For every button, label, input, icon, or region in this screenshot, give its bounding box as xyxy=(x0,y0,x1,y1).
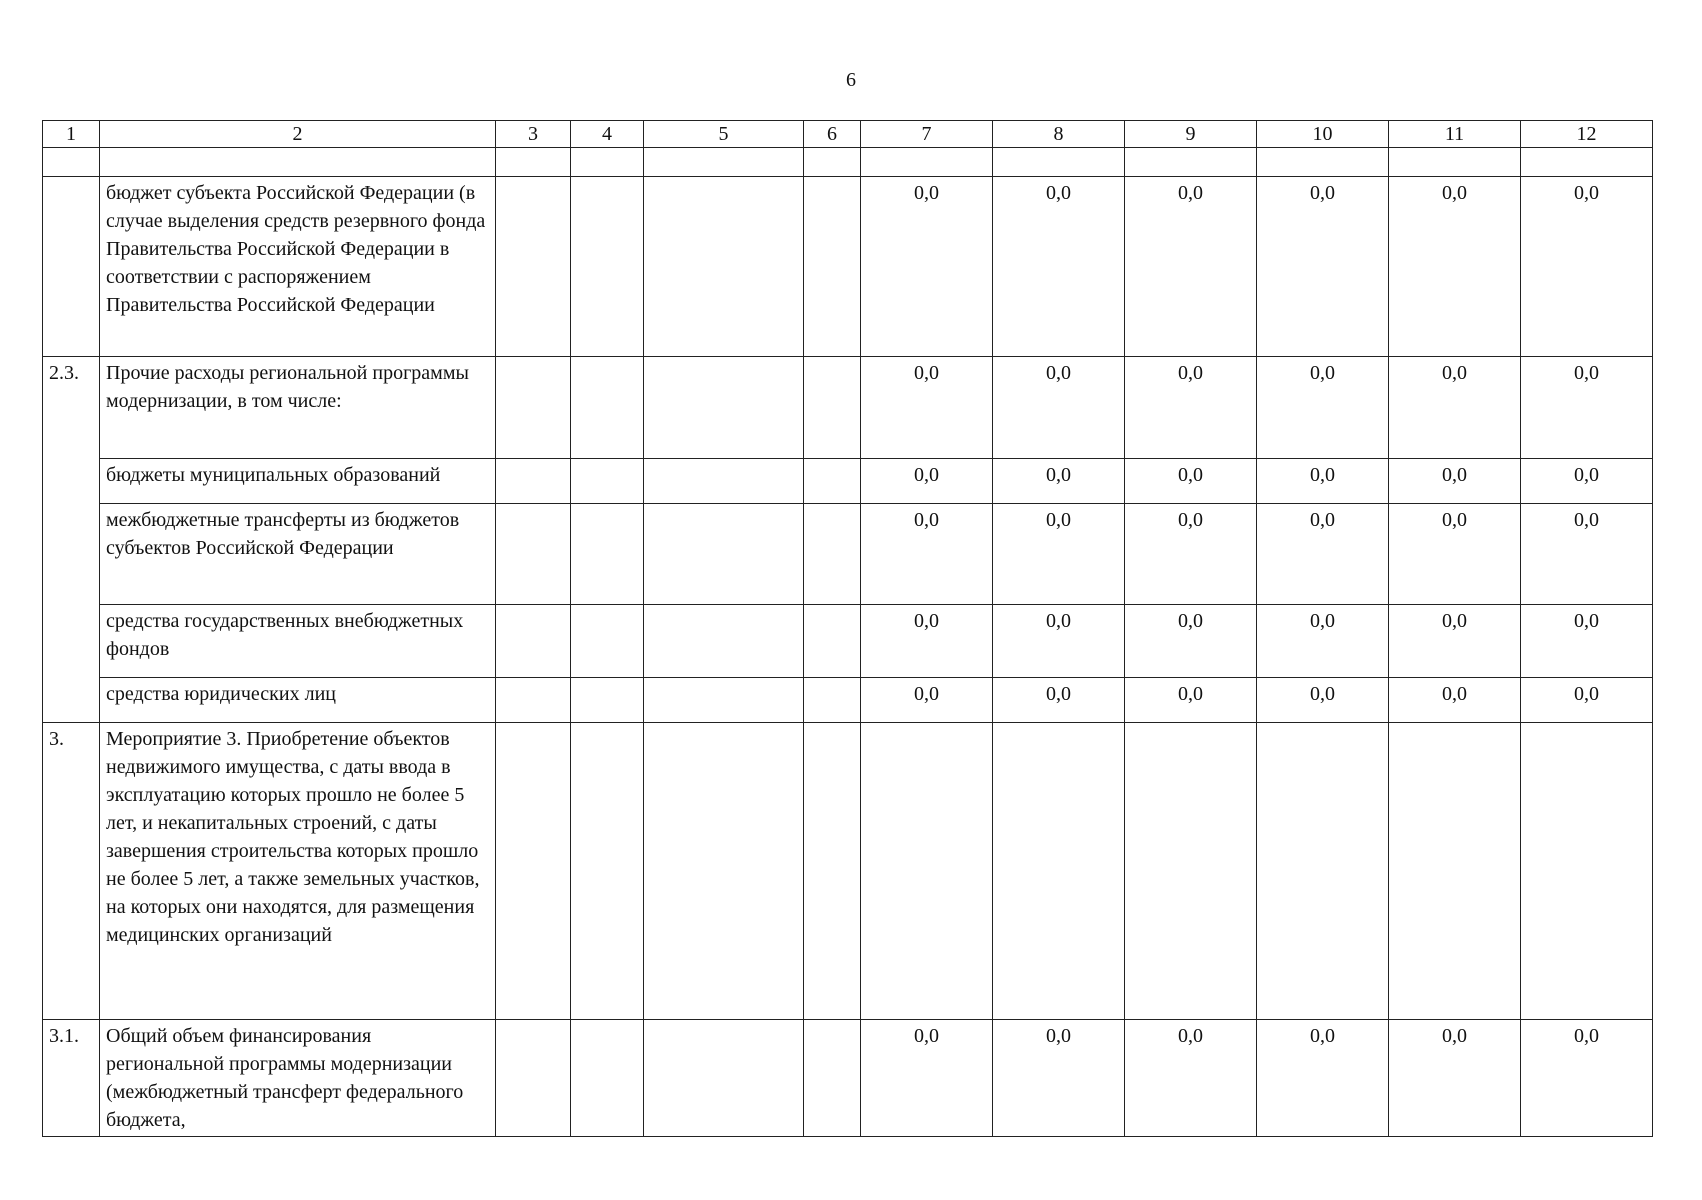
row-number: 3.1. xyxy=(43,1020,100,1137)
value-cell: 0,0 xyxy=(993,459,1125,504)
value-cell xyxy=(1521,723,1653,1020)
row-label: бюджеты муниципальных образований xyxy=(100,459,496,504)
value-cell: 0,0 xyxy=(993,357,1125,459)
table-row xyxy=(43,177,1653,357)
column-number: 10 xyxy=(1257,121,1389,148)
row-label: средства государственных внебюджетных фондов xyxy=(100,605,496,678)
value-cell: 0,0 xyxy=(1257,504,1389,605)
column-number: 9 xyxy=(1125,121,1257,148)
column-number: 11 xyxy=(1389,121,1521,148)
value-cell: 0,0 xyxy=(861,504,993,605)
table-row xyxy=(43,357,1653,459)
value-cell: 0,0 xyxy=(861,605,993,678)
value-cell: 0,0 xyxy=(1257,459,1389,504)
row-number: 3. xyxy=(43,723,100,1020)
value-cell: 0,0 xyxy=(1125,459,1257,504)
value-cell: 0,0 xyxy=(1125,678,1257,723)
table-row xyxy=(43,1020,1653,1137)
column-number: 6 xyxy=(804,121,861,148)
value-cell: 0,0 xyxy=(1521,678,1653,723)
value-cell: 0,0 xyxy=(1125,504,1257,605)
value-cell: 0,0 xyxy=(861,177,993,357)
value-cell: 0,0 xyxy=(861,459,993,504)
table-row xyxy=(43,723,1653,1020)
value-cell: 0,0 xyxy=(1521,1020,1653,1137)
value-cell: 0,0 xyxy=(1389,357,1521,459)
row-label: Мероприятие 3. Приобретение объектов недвижимого имущества, с даты ввода в эксплуатацию которых прошло не более 5 лет, и некапитальных строений, с даты завершения строительства которых прошло не более 5 лет, а также земельных участков, на которых они находятся, для размещения медицинских организаций xyxy=(100,723,496,1020)
table-row xyxy=(43,504,1653,605)
budget-table xyxy=(42,120,1653,1137)
column-number: 7 xyxy=(861,121,993,148)
value-cell: 0,0 xyxy=(993,678,1125,723)
column-number: 5 xyxy=(644,121,804,148)
value-cell: 0,0 xyxy=(861,357,993,459)
value-cell: 0,0 xyxy=(1125,177,1257,357)
value-cell xyxy=(993,723,1125,1020)
value-cell: 0,0 xyxy=(1125,357,1257,459)
value-cell: 0,0 xyxy=(1521,459,1653,504)
column-number: 12 xyxy=(1521,121,1653,148)
value-cell: 0,0 xyxy=(1257,605,1389,678)
value-cell: 0,0 xyxy=(1389,459,1521,504)
row-number xyxy=(43,177,100,357)
row-label: межбюджетные трансферты из бюджетов субъектов Российской Федерации xyxy=(100,504,496,605)
value-cell: 0,0 xyxy=(1257,678,1389,723)
value-cell: 0,0 xyxy=(1257,357,1389,459)
value-cell: 0,0 xyxy=(1125,605,1257,678)
spacer-row xyxy=(43,148,1653,177)
value-cell: 0,0 xyxy=(993,177,1125,357)
value-cell: 0,0 xyxy=(993,605,1125,678)
value-cell: 0,0 xyxy=(861,678,993,723)
value-cell: 0,0 xyxy=(1389,177,1521,357)
column-number: 1 xyxy=(43,121,100,148)
row-label: средства юридических лиц xyxy=(100,678,496,723)
value-cell: 0,0 xyxy=(1521,357,1653,459)
value-cell: 0,0 xyxy=(1389,605,1521,678)
column-number: 2 xyxy=(100,121,496,148)
value-cell: 0,0 xyxy=(1521,177,1653,357)
value-cell xyxy=(1257,723,1389,1020)
column-number: 3 xyxy=(496,121,571,148)
table-row xyxy=(43,459,1653,504)
value-cell xyxy=(861,723,993,1020)
value-cell: 0,0 xyxy=(993,1020,1125,1137)
column-number: 8 xyxy=(993,121,1125,148)
row-label: бюджет субъекта Российской Федерации (в случае выделения средств резервного фонда Правительства Российской Федерации в соответствии с распоряжением Правительства Российской Федерации xyxy=(100,177,496,357)
value-cell: 0,0 xyxy=(993,504,1125,605)
row-number: 2.3. xyxy=(43,357,100,723)
value-cell: 0,0 xyxy=(1257,1020,1389,1137)
value-cell: 0,0 xyxy=(1521,504,1653,605)
value-cell: 0,0 xyxy=(1389,504,1521,605)
column-number: 4 xyxy=(571,121,644,148)
value-cell: 0,0 xyxy=(1389,1020,1521,1137)
table-row xyxy=(43,605,1653,678)
value-cell: 0,0 xyxy=(1125,1020,1257,1137)
value-cell xyxy=(1389,723,1521,1020)
column-number-row xyxy=(43,121,1653,148)
table-row xyxy=(43,678,1653,723)
row-label: Прочие расходы региональной программы модернизации, в том числе: xyxy=(100,357,496,459)
value-cell: 0,0 xyxy=(1521,605,1653,678)
page-number: 6 xyxy=(846,69,856,91)
value-cell: 0,0 xyxy=(1389,678,1521,723)
value-cell: 0,0 xyxy=(1257,177,1389,357)
row-label: Общий объем финансирования региональной программы модернизации (межбюджетный трансферт федерального бюджета, xyxy=(100,1020,496,1137)
value-cell xyxy=(1125,723,1257,1020)
value-cell: 0,0 xyxy=(861,1020,993,1137)
